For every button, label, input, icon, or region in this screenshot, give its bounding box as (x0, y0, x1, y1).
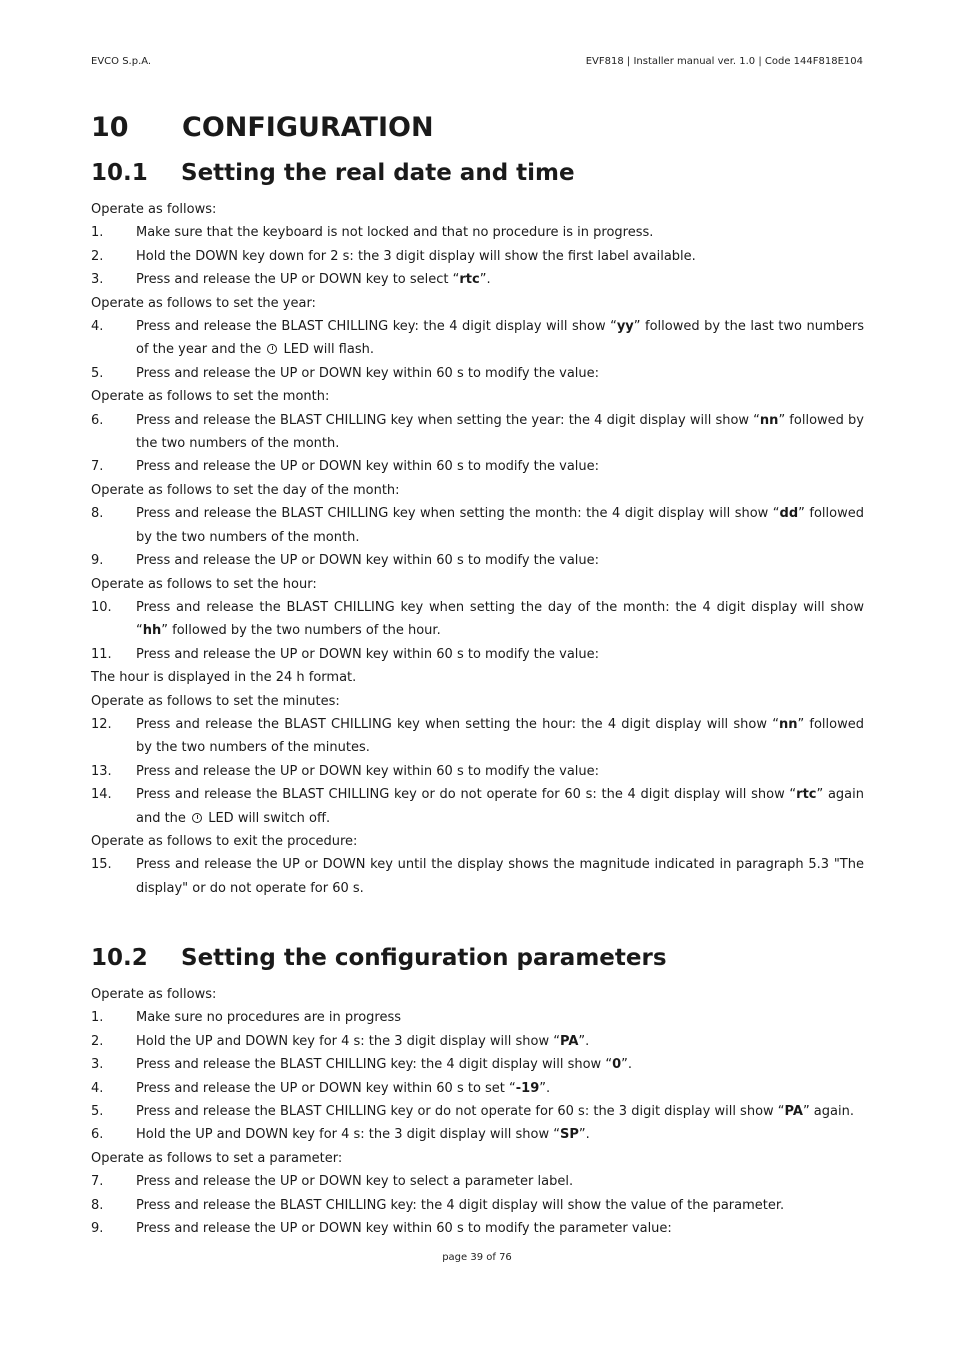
chapter-number: 10 (91, 112, 129, 143)
list-item (91, 502, 864, 549)
text-run: Press and release the BLAST CHILLING key: the 4 digit display will show “ (136, 319, 617, 335)
text-run: Press and release the BLAST CHILLING key or do not operate for 60 s: the 3 digit display will show “ (136, 1104, 785, 1120)
section-heading-10-2 (91, 945, 667, 971)
text-run: Make sure that the keyboard is not locked and that no procedure is in progress. (136, 225, 654, 241)
section-title: Setting the real date and time (181, 160, 575, 186)
list-item-text (136, 245, 864, 268)
text-run: ”. (479, 272, 491, 288)
list-item (91, 713, 864, 760)
list-item-number: 9. (91, 553, 104, 569)
text-run: Press and release the BLAST CHILLING key when setting the month: the 4 digit display will show “ (136, 506, 780, 522)
paragraph: Operate as follows: (91, 987, 217, 1002)
list-item (91, 1194, 864, 1217)
list-item-number: 14. (91, 787, 112, 803)
text-run: LED will switch off. (208, 810, 331, 826)
timer-icon (267, 344, 277, 354)
list-item-text (136, 221, 864, 244)
text-run: ” followed by the two numbers of the minutes. (136, 716, 864, 756)
text-run: ” again and the (136, 787, 865, 826)
list-item-number: 4. (91, 1080, 104, 1096)
list-item (91, 596, 864, 643)
text-run: Make sure no procedures are in progress (136, 1010, 402, 1026)
list-item (91, 221, 864, 244)
list-item-number: 5. (91, 1104, 104, 1120)
section-body-10-2 (91, 983, 864, 1240)
list-item-number: 1. (91, 1010, 104, 1026)
list-item-number: 12. (91, 716, 112, 732)
text-run: Press and release the UP or DOWN key within 60 s to modify the parameter value: (136, 1221, 672, 1237)
text-run: Press and release the BLAST CHILLING key when setting the hour: the 4 digit display will show “ (136, 716, 779, 732)
text-run: ” followed by the two numbers of the month. (136, 506, 864, 545)
list-item (91, 760, 864, 783)
list-item-text (136, 596, 864, 643)
list-item-number: 8. (91, 1197, 104, 1213)
list-item-number: 10. (91, 599, 112, 615)
paragraph: Operate as follows to set the minutes: (91, 693, 340, 709)
section-number: 10.2 (91, 945, 148, 971)
timer-icon (192, 813, 202, 823)
list-item-text (136, 643, 864, 666)
header-company: EVCO S.p.A. (91, 56, 152, 67)
display-label: 0 (612, 1057, 622, 1073)
paragraph: Operate as follows to set the hour: (91, 576, 317, 592)
list-item-number: 2. (91, 1033, 104, 1049)
list-item-number: 3. (91, 1057, 104, 1073)
display-label: PA (560, 1033, 579, 1049)
text-run: ” followed by the last two numbers of the year and the (136, 319, 864, 358)
list-item-text (136, 315, 864, 362)
text-run: Press and release the UP or DOWN key within 60 s to modify the value: (136, 646, 600, 662)
text-run: Press and release the UP or DOWN key within 60 s to modify the value: (136, 763, 600, 779)
list-item (91, 268, 864, 291)
list-item-text (136, 1053, 864, 1076)
display-label: yy (616, 319, 634, 335)
list-item (91, 455, 864, 478)
paragraph: Operate as follows to exit the procedure: (91, 833, 358, 849)
text-run: Hold the UP and DOWN key for 4 s: the 3 digit display will show “ (136, 1127, 560, 1143)
list-item-text (136, 409, 864, 456)
text-run: Hold the UP and DOWN key for 4 s: the 3 digit display will show “ (136, 1033, 560, 1049)
list-item-number: 15. (91, 857, 112, 873)
list-item-number: 6. (91, 1127, 104, 1143)
text-run: ” followed by the two numbers of the month. (136, 412, 864, 452)
list-item-number: 7. (91, 459, 104, 475)
text-run: Press and release the BLAST CHILLING key when setting the year: the 4 digit display will show “ (136, 412, 760, 428)
list-item (91, 643, 864, 666)
list-item (91, 1123, 864, 1146)
paragraph: Operate as follows to set the month: (91, 389, 330, 405)
chapter-heading (91, 112, 434, 143)
header-document-info: EVF818 | Installer manual ver. 1.0 | Code 144F818E104 (585, 56, 863, 67)
list-item-number: 9. (91, 1221, 104, 1237)
text-run: Press and release the UP or DOWN key within 60 s to set “ (136, 1080, 516, 1096)
section-heading-10-1 (91, 160, 575, 186)
list-item-text (136, 549, 864, 572)
list-item (91, 783, 864, 830)
list-item-text (136, 362, 864, 385)
list-item-number: 3. (91, 272, 104, 288)
text-run: Press and release the UP or DOWN key to select a parameter label. (136, 1174, 574, 1190)
text-run: Press and release the BLAST CHILLING key when setting the day of the month: the 4 digit display will show “ (136, 599, 864, 639)
text-run: LED will flash. (283, 342, 374, 358)
list-item-text (136, 713, 864, 760)
text-run: ”. (621, 1057, 632, 1073)
text-run: Press and release the UP or DOWN key until the display shows the magnitude indicated in paragraph 5.3 "The display" or do not operate for 60 s. (136, 857, 864, 896)
list-item (91, 1100, 864, 1123)
list-item (91, 409, 864, 456)
paragraph: The hour is displayed in the 24 h format. (91, 670, 357, 686)
list-item (91, 1030, 864, 1053)
text-run: Press and release the UP or DOWN key within 60 s to modify the value: (136, 459, 600, 475)
list-item (91, 362, 864, 385)
list-item-number: 7. (91, 1174, 104, 1190)
list-item-text (136, 1217, 864, 1240)
section-number: 10.1 (91, 160, 148, 186)
text-run: Press and release the BLAST CHILLING key: the 4 digit display will show “ (136, 1057, 613, 1073)
display-label: SP (560, 1127, 579, 1143)
paragraph: Operate as follows to set the day of the month: (91, 482, 400, 498)
list-item-number: 5. (91, 365, 104, 381)
list-item-number: 1. (91, 225, 104, 241)
text-run: ”. (539, 1080, 551, 1096)
list-item-text (136, 1194, 864, 1217)
paragraph: Operate as follows: (91, 202, 217, 217)
page-number: page 39 of 76 (442, 1252, 512, 1263)
text-run: Press and release the BLAST CHILLING key: the 4 digit display will show the value of the parameter. (136, 1197, 785, 1213)
list-item-text (136, 783, 864, 830)
display-label: rtc (796, 787, 817, 803)
list-item (91, 1217, 864, 1240)
list-item-text (136, 1123, 864, 1146)
list-item-text (136, 268, 864, 291)
display-label: rtc (459, 272, 480, 288)
list-item-text (136, 1100, 864, 1123)
list-item (91, 245, 864, 268)
list-item-number: 8. (91, 506, 104, 522)
display-label: dd (779, 506, 799, 522)
text-run: Press and release the UP or DOWN key within 60 s to modify the value: (136, 365, 600, 381)
display-label: PA (784, 1104, 803, 1120)
list-item-text (136, 455, 864, 478)
text-run: ”. (578, 1127, 590, 1143)
display-label: -19 (515, 1080, 540, 1096)
list-item-text (136, 1030, 864, 1053)
list-item-text (136, 1006, 864, 1029)
list-item (91, 1170, 864, 1193)
text-run: Press and release the BLAST CHILLING key or do not operate for 60 s: the 4 digit display will show “ (136, 787, 797, 803)
list-item-text (136, 853, 864, 900)
list-item-number: 13. (91, 763, 112, 779)
list-item-text (136, 502, 864, 549)
display-label: hh (142, 623, 162, 639)
paragraph: Operate as follows to set the year: (91, 295, 316, 311)
paragraph: Operate as follows to set a parameter: (91, 1150, 343, 1166)
list-item-number: 4. (91, 319, 104, 335)
list-item (91, 1006, 864, 1029)
chapter-title: CONFIGURATION (182, 112, 434, 143)
text-run: ” followed by the two numbers of the hour. (161, 623, 441, 639)
list-item (91, 1053, 864, 1076)
list-item (91, 549, 864, 572)
text-run: Hold the DOWN key down for 2 s: the 3 digit display will show the first label available. (136, 248, 696, 264)
text-run: ” again. (802, 1104, 854, 1120)
list-item-text (136, 1077, 864, 1100)
display-label: nn (778, 716, 798, 732)
list-item-number: 2. (91, 248, 104, 264)
list-item-text (136, 1170, 864, 1193)
list-item (91, 1077, 864, 1100)
text-run: Press and release the UP or DOWN key within 60 s to modify the value: (136, 553, 600, 569)
list-item-number: 11. (91, 646, 112, 662)
section-body-10-1 (91, 198, 864, 900)
text-run: Press and release the UP or DOWN key to select “ (136, 272, 460, 288)
text-run: ”. (578, 1033, 590, 1049)
list-item (91, 315, 864, 362)
list-item-number: 6. (91, 412, 104, 428)
list-item-text (136, 760, 864, 783)
display-label: nn (759, 412, 779, 428)
section-title: Setting the configuration parameters (181, 945, 667, 971)
list-item (91, 853, 864, 900)
